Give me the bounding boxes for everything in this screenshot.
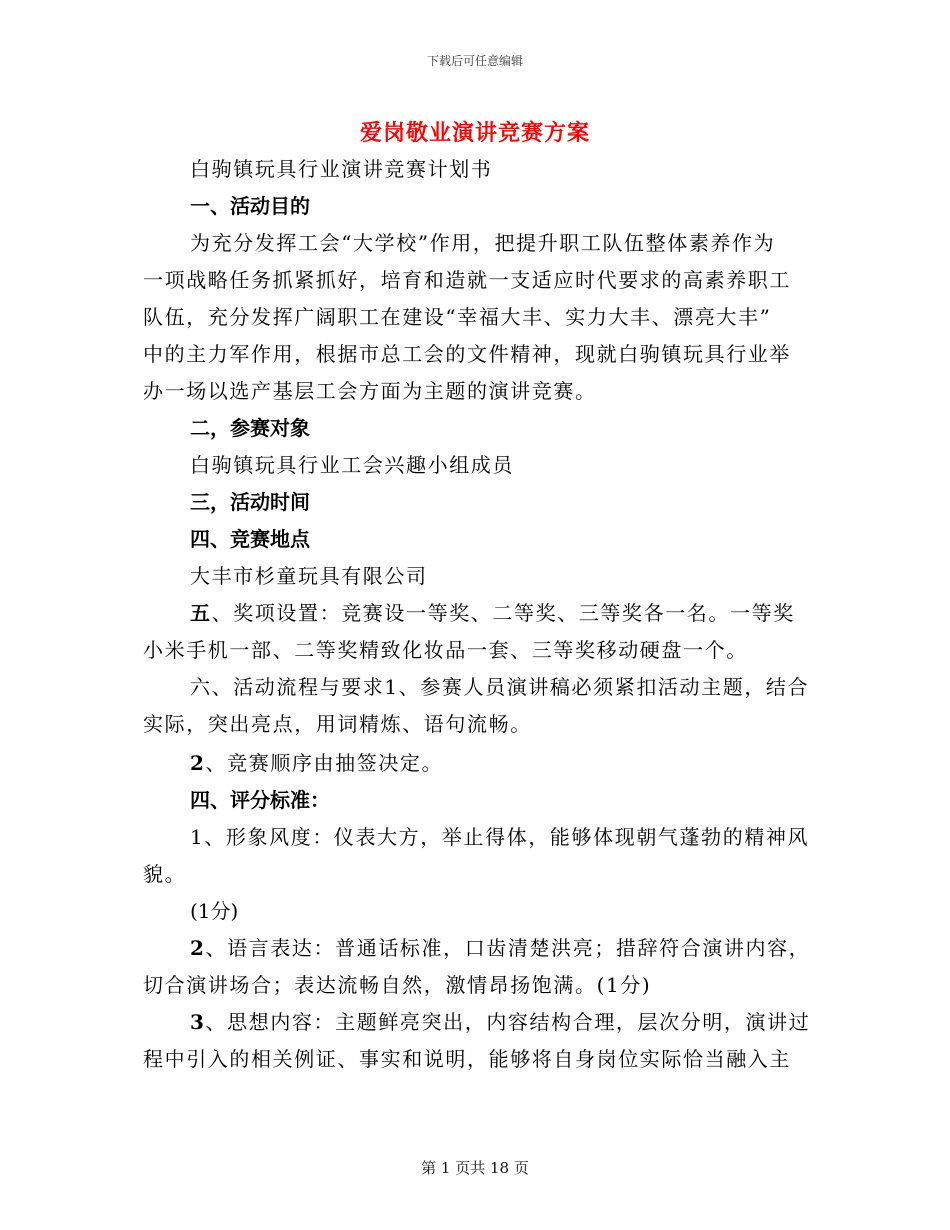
paragraph-line: 六、活动流程与要求1、参赛人员演讲稿必须紧扣活动主题，结合 xyxy=(190,675,810,699)
paragraph-line: 切合演讲场合；表达流畅自然，激情昂扬饱满。(1分) xyxy=(143,973,652,997)
paragraph-line: 为充分发挥工会“大学校”作用，把提升职工队伍整体素养作为 xyxy=(190,231,776,255)
section-number: 五 xyxy=(190,601,212,625)
list-item xyxy=(190,1009,810,1035)
list-item-number: 2 xyxy=(190,936,206,960)
list-item-text: 、竞赛顺序由抽签决定。 xyxy=(205,751,444,775)
paragraph-line: 程中引入的相关例证、事实和说明，能够将自身岗位实际恰当融入主 xyxy=(143,1047,791,1071)
paragraph-line: 白驹镇玩具行业工会兴趣小组成员 xyxy=(190,453,514,477)
section-heading-purpose: 一、活动目的 xyxy=(190,194,310,218)
section-heading-time: 三，活动时间 xyxy=(190,490,310,514)
paragraph-line: 1、形象风度：仪表大方，举止得体，能够体现朝气蓬勃的精神风 xyxy=(190,825,810,849)
paragraph-line: 貌。 xyxy=(143,862,187,886)
section-heading-scoring: 四、评分标准： xyxy=(190,788,330,812)
page-number: 第 1 页共 18 页 xyxy=(421,1159,529,1177)
paragraph-text: 、奖项设置：竞赛设一等奖、二等奖、三等奖各一名。一等奖 xyxy=(211,601,795,625)
paragraph-line: 实际，突出亮点，用词精炼、语句流畅。 xyxy=(143,712,532,736)
section-heading-participants: 二，参赛对象 xyxy=(190,416,310,440)
list-item-number: 2 xyxy=(190,751,206,775)
paragraph-line: 小米手机一部、二等奖精致化妆品一套、三等奖移动硬盘一个。 xyxy=(143,638,748,662)
document-title: 爱岗敬业演讲竞赛方案 xyxy=(359,120,590,146)
paragraph-line: 办一场以选产基层工会方面为主题的演讲竞赛。 xyxy=(143,379,597,403)
list-item xyxy=(190,750,443,776)
section-heading-venue: 四、竞赛地点 xyxy=(190,527,310,551)
paragraph-line: 大丰市杉童玩具有限公司 xyxy=(190,564,428,588)
list-item-text: 、语言表达：普通话标准，口齿清楚洪亮；措辞符合演讲内容， xyxy=(205,936,811,960)
list-item xyxy=(190,935,810,961)
paragraph-line: 一项战略任务抓紧抓好，培育和造就一支适应时代要求的高素养职工 xyxy=(143,268,791,292)
list-item-text: 、思想内容：主题鲜亮突出，内容结构合理，层次分明，演讲过 xyxy=(205,1010,811,1034)
page-header-note: 下载后可任意编辑 xyxy=(426,54,523,68)
list-item-number: 3 xyxy=(190,1010,206,1034)
paragraph-line: 队伍，充分发挥广阔职工在建设“幸福大丰、实力大丰、漂亮大丰” xyxy=(143,305,772,329)
section-awards-line xyxy=(190,600,795,626)
paragraph-line: 中的主力军作用，根据市总工会的文件精神，现就白驹镇玩具行业举 xyxy=(143,342,791,366)
score-note: (1分) xyxy=(190,899,239,923)
document-subtitle: 白驹镇玩具行业演讲竞赛计划书 xyxy=(190,157,493,181)
